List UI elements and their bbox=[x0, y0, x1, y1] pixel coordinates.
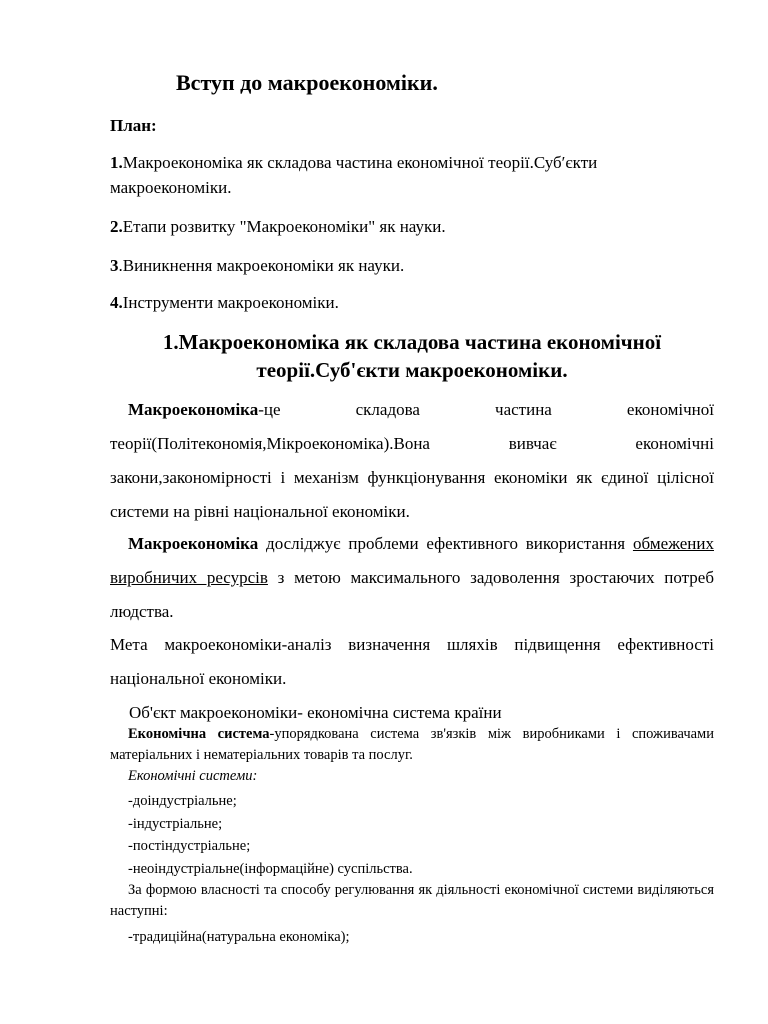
term-econ-system: Економічна система bbox=[128, 726, 270, 742]
ownership-paragraph: За формою власності та способу регулювання як діяльності економічної системи виділяються наступні: bbox=[110, 882, 714, 919]
object-line: Об'єкт макроекономіки- економічна система країни bbox=[129, 703, 502, 722]
term-macroeconomics: Макроекономіка bbox=[128, 534, 259, 553]
list-item: -постіндустріальне; bbox=[128, 838, 251, 854]
plan-item-number: 1. bbox=[110, 153, 123, 172]
underlined-phrase: обмежених виробничих ресурсів bbox=[110, 534, 714, 587]
plan-item-number: 3 bbox=[110, 256, 119, 275]
paragraph-text: з метою максимального задоволення зростаючих потреб людства. bbox=[110, 568, 714, 621]
goal-paragraph: Мета макроекономіки-аналіз визначення шляхів підвищення ефективності національної економіки. bbox=[110, 635, 714, 688]
list-item: -доіндустріальне; bbox=[128, 793, 237, 809]
page-title: Вступ до макроекономіки. bbox=[176, 70, 438, 95]
plan-item-2 bbox=[110, 214, 720, 239]
plan-item-1 bbox=[110, 150, 720, 200]
list-item: -традиційна(натуральна економіка); bbox=[128, 929, 350, 945]
plan-item-4 bbox=[110, 290, 720, 315]
plan-item-number: 2. bbox=[110, 217, 123, 236]
definition-paragraph bbox=[110, 393, 714, 529]
paragraph-text: -упорядкована система зв'язків між виробниками і споживачами матеріальних і нематеріальних товарів та послуг. bbox=[110, 726, 714, 763]
plan-item-text: .Виникнення макроекономіки як науки. bbox=[118, 256, 405, 275]
plan-item-3 bbox=[110, 253, 720, 278]
paragraph-text: досліджує проблеми ефективного використання bbox=[258, 534, 633, 553]
term-macroeconomics: Макроекономіка bbox=[128, 400, 259, 419]
list-item: -неоіндустріальне(інформаційне) суспільства. bbox=[128, 861, 413, 877]
econ-systems-label: Економічні системи: bbox=[128, 768, 258, 784]
paragraph-text: -це складова частина економічної теорії(Політекономія,Мікроекономіка).Вона вивчає економічні закони,закономірності і механізм функціонування економіки як єдиної цілісної системи на рівні національної економіки. bbox=[110, 400, 714, 521]
list-item: -індустріальне; bbox=[128, 816, 223, 832]
plan-item-text: Макроекономіка як складова частина економічної теорії.Суб′єкти макроекономіки. bbox=[110, 153, 598, 197]
plan-item-number: 4. bbox=[110, 293, 123, 312]
research-paragraph bbox=[110, 527, 714, 629]
plan-item-text: Етапи розвитку "Макроекономіки" як науки. bbox=[122, 217, 446, 236]
plan-label: План: bbox=[110, 116, 157, 135]
econ-system-definition bbox=[110, 724, 714, 766]
plan-item-text: Інструменти макроекономіки. bbox=[122, 293, 339, 312]
section-heading: 1.Макроекономіка як складова частина економічної теорії.Суб'єкти макроекономіки. bbox=[162, 330, 662, 382]
